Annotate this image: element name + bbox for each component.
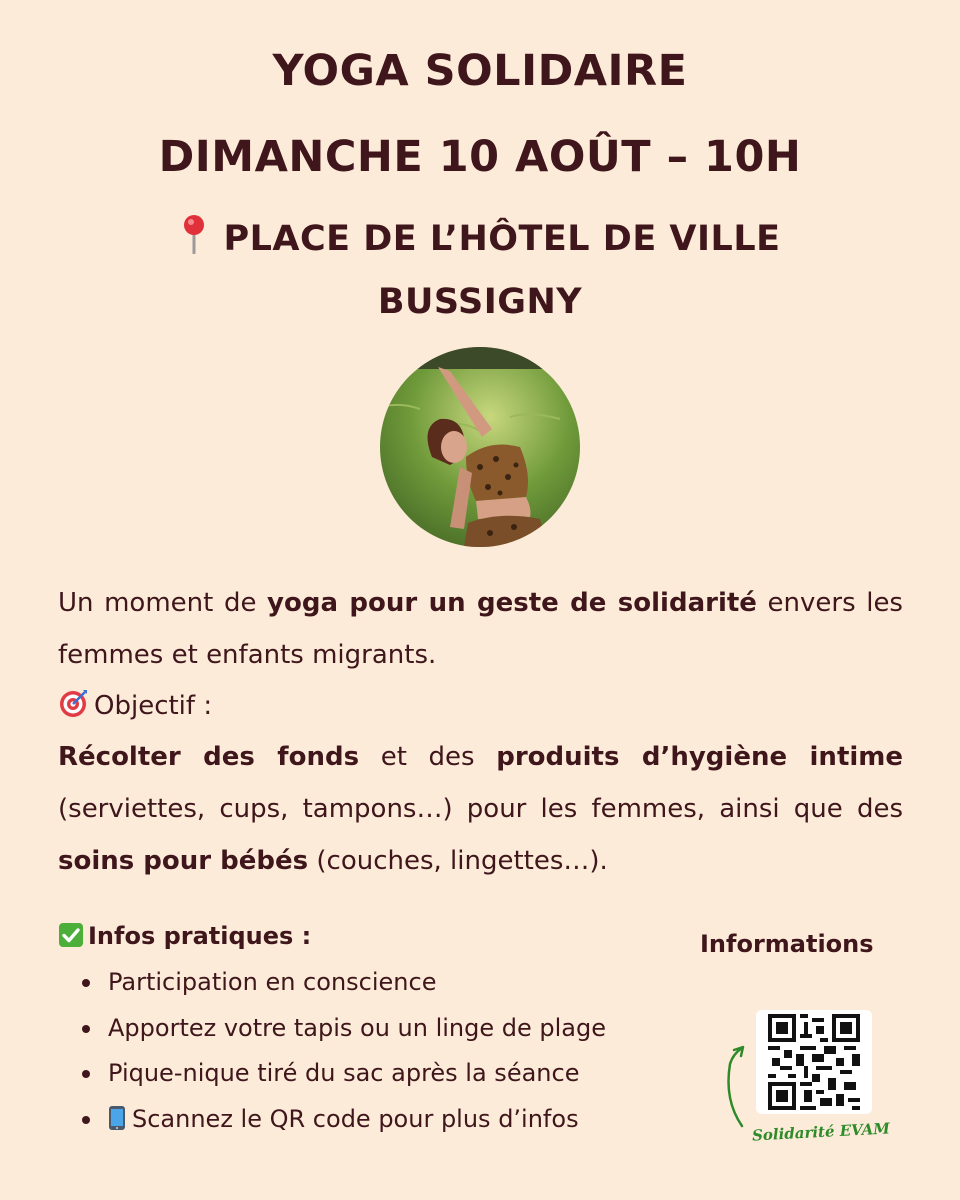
goal-text-3: (couches, lingettes…). — [308, 846, 608, 876]
qr-code[interactable] — [756, 1010, 872, 1114]
round-pushpin-icon — [179, 214, 209, 254]
direct-hit-target-icon — [58, 685, 88, 715]
check-mark-button-icon — [58, 922, 84, 948]
event-place-label: PLACE DE L’HÔTEL DE VILLE — [223, 219, 781, 259]
qr-label: Informations — [700, 930, 874, 958]
infos-heading — [58, 922, 311, 950]
list-item — [78, 1097, 606, 1143]
intro-text-2: envers les femmes et enfants migrants. — [58, 588, 903, 670]
goal-bold-2: produits d’hygiène intime — [496, 742, 904, 772]
list-item — [78, 1051, 606, 1097]
list-item — [78, 960, 606, 1006]
event-city: BUSSIGNY — [377, 282, 583, 322]
mobile-phone-icon — [108, 1101, 126, 1127]
intro-paragraph — [58, 577, 903, 681]
intro-text-1: Un moment de — [58, 588, 268, 618]
curved-arrow-icon — [722, 1044, 752, 1130]
list-item-text: Apportez votre tapis ou un linge de plage — [108, 1013, 607, 1042]
goal-paragraph — [58, 731, 903, 887]
objective-line — [58, 680, 903, 732]
intro-bold-1: yoga pour un geste de solidarité — [267, 588, 757, 618]
yoga-photo — [380, 347, 580, 547]
list-item-text: Scannez le QR code pour plus d’infos — [132, 1104, 579, 1133]
infos-list — [78, 960, 606, 1142]
objective-label: Objectif : — [94, 691, 213, 721]
list-item-text: Participation en conscience — [108, 968, 437, 996]
infos-heading-label: Infos pratiques : — [88, 922, 312, 950]
goal-bold-1: Récolter des fonds — [58, 742, 360, 772]
goal-text-1: et des — [359, 742, 497, 772]
event-title: YOGA SOLIDAIRE — [272, 46, 688, 96]
event-date-time: DIMANCHE 10 AOÛT – 10H — [158, 132, 802, 182]
list-item — [78, 1006, 606, 1052]
signature-text: Solidarité EVAM — [751, 1119, 891, 1145]
event-place — [0, 214, 960, 259]
goal-text-2: (serviettes, cups, tampons…) pour les femmes, ainsi que des — [58, 794, 903, 824]
goal-bold-3: soins pour bébés — [58, 846, 309, 876]
list-item-text: Pique-nique tiré du sac après la séance — [108, 1059, 580, 1087]
